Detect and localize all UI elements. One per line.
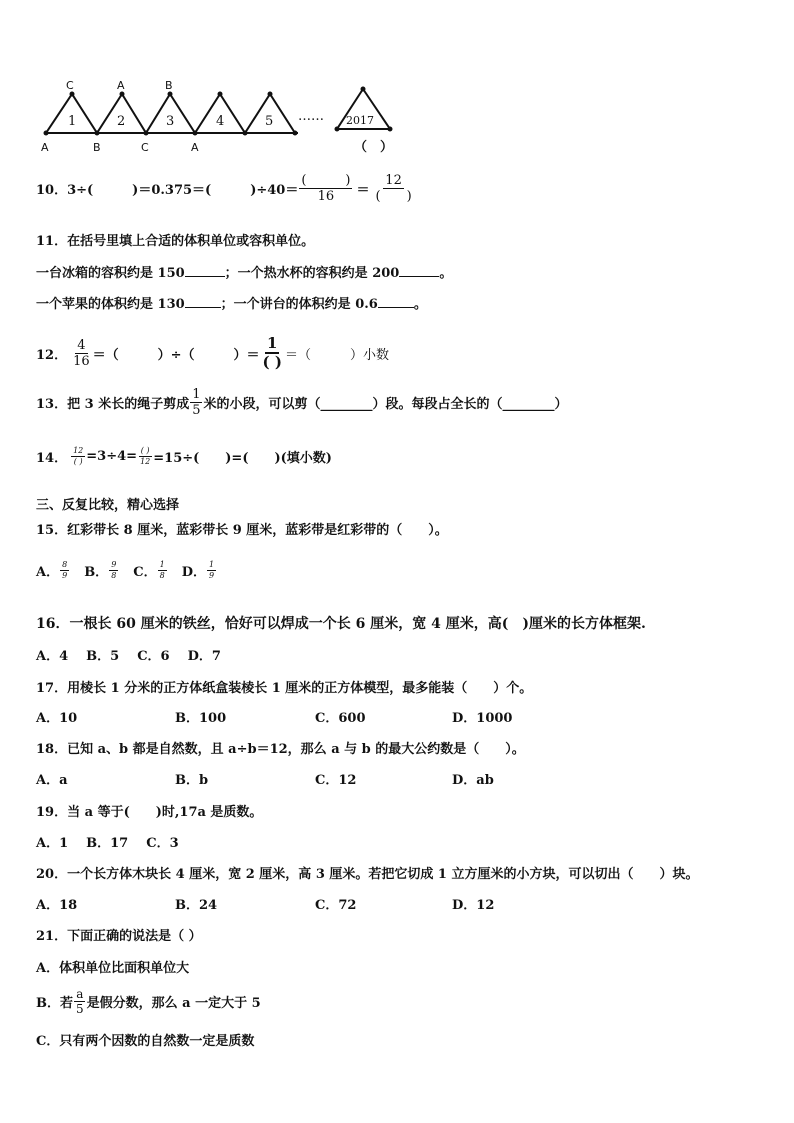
- vertex-label: A: [41, 141, 49, 154]
- question-number: 16．: [36, 616, 70, 632]
- text: 。: [439, 266, 453, 281]
- option-b[interactable]: [84, 561, 119, 580]
- triangle-number-2017: 2017: [346, 114, 374, 127]
- equals-sign: ＝: [356, 183, 370, 198]
- text: ；一个热水杯的容积约是 200: [224, 266, 400, 281]
- answer-blank: [399, 264, 439, 277]
- triangle-number: 2: [117, 114, 126, 129]
- q15-options: [36, 561, 217, 580]
- question-text: 一根长 60 厘米的铁丝，恰好可以焊成一个长 6 厘米，宽 4 厘米，高( )厘米的长方体框架.: [69, 616, 646, 632]
- question-text: 米的小段，可以剪（________）段。每段占全长的（________）: [203, 397, 568, 412]
- option-label: C．: [133, 565, 157, 580]
- fraction-denominator: 8: [111, 571, 117, 580]
- fraction-denominator: 12: [140, 457, 151, 466]
- option-c[interactable]: C．只有两个因数的自然数一定是质数: [36, 1034, 255, 1049]
- question-text: 一个长方体木块长 4 厘米，宽 2 厘米，高 3 厘米。若把它切成 1 立方厘米的小方块，可以切出（ ）块。: [67, 867, 699, 882]
- text: 一台冰箱的容积约是 150: [36, 266, 185, 281]
- q11-line-2: [36, 293, 427, 312]
- fraction: [60, 561, 69, 580]
- question-19: [36, 801, 262, 820]
- question-text: =3÷4=: [86, 449, 138, 464]
- fraction-numerator: 1: [209, 560, 215, 569]
- question-text: 当 a 等于( )时,17a 是质数。: [67, 805, 263, 820]
- fraction: [261, 336, 284, 370]
- text: 。: [413, 297, 427, 312]
- option-a[interactable]: A．1: [36, 836, 69, 851]
- q19-options: [36, 832, 179, 851]
- option-c[interactable]: C．600: [315, 711, 366, 726]
- fraction-numerator: 8: [62, 560, 68, 569]
- option-d[interactable]: D．1000: [452, 711, 513, 726]
- fraction-numerator: 4: [77, 337, 86, 353]
- vertex-label: B: [165, 79, 173, 92]
- triangle-number: 3: [166, 114, 175, 129]
- question-number: 13．: [36, 397, 68, 412]
- fraction-numerator: 12: [73, 446, 84, 455]
- option-c[interactable]: C．72: [315, 898, 357, 913]
- fraction: [207, 561, 216, 580]
- section-heading: 三、反复比较，精心选择: [36, 498, 180, 513]
- option-a[interactable]: [36, 561, 70, 580]
- fraction: [374, 174, 414, 203]
- question-14: [36, 447, 332, 466]
- fraction-numerator: ( ): [140, 446, 150, 455]
- option-a[interactable]: A．18: [36, 898, 78, 913]
- vertex-label: C: [66, 79, 74, 92]
- option-b[interactable]: B．17: [86, 836, 129, 851]
- option-b[interactable]: B．100: [175, 711, 227, 726]
- fraction-numerator: 1: [159, 560, 165, 569]
- option-c[interactable]: [133, 561, 167, 580]
- triangle-number: 5: [265, 114, 274, 129]
- fraction: [138, 447, 152, 466]
- question-number: 19．: [36, 805, 68, 820]
- question-13: [36, 388, 568, 417]
- question-text: 3÷( )＝0.375＝( )÷40＝: [67, 183, 299, 198]
- fraction-numerator: 12: [385, 173, 402, 188]
- question-text: 用棱长 1 分米的正方体纸盒装棱长 1 厘米的正方体模型，最多能装（ ）个。: [67, 681, 533, 696]
- question-text: 在括号里填上合适的体积单位或容积单位。: [67, 234, 315, 249]
- fraction-denominator: ( ): [73, 457, 83, 466]
- question-number: 10．: [36, 183, 68, 198]
- fraction: [109, 561, 118, 580]
- question-number: 14．: [36, 451, 68, 466]
- option-c[interactable]: C．6: [137, 649, 170, 664]
- text: ；一个讲台的体积约是 0.6: [220, 297, 378, 312]
- fraction-denominator: 9: [62, 571, 68, 580]
- text: 一个苹果的体积约是 130: [36, 297, 185, 312]
- option-c[interactable]: C．3: [146, 836, 179, 851]
- fraction: [71, 447, 85, 466]
- vertex-label: C: [141, 141, 149, 154]
- question-text: 下面正确的说法是（ ）: [67, 929, 202, 944]
- question-20: [36, 863, 698, 882]
- option-b[interactable]: B．5: [86, 649, 120, 664]
- fraction: [299, 174, 352, 203]
- option-label: D．: [181, 565, 207, 580]
- vertex-label: B: [93, 141, 101, 154]
- question-16: [36, 613, 646, 633]
- fraction-denominator: 9: [209, 571, 215, 580]
- option-a[interactable]: A．a: [36, 773, 68, 788]
- question-text: 把 3 米长的绳子剪成: [67, 397, 190, 412]
- triangle-number: 1: [68, 114, 77, 129]
- question-18: [36, 738, 525, 757]
- answer-blank: [378, 295, 414, 308]
- option-d[interactable]: D．7: [187, 649, 221, 664]
- option-label: A．: [36, 565, 60, 580]
- option-text: 是假分数，那么 a 一定大于 5: [86, 996, 261, 1011]
- question-number: 17．: [36, 681, 68, 696]
- question-text: 红彩带长 8 厘米，蓝彩带长 9 厘米，蓝彩带是红彩带的（ ）。: [67, 523, 448, 538]
- fraction-denominator: 5: [76, 1002, 84, 1016]
- fraction-numerator: 9: [111, 560, 117, 569]
- fraction: [190, 388, 202, 417]
- vertex-label: A: [117, 79, 125, 92]
- fraction: [71, 339, 92, 368]
- fraction-denominator: 5: [192, 403, 201, 418]
- fraction-denominator: 16: [73, 353, 90, 369]
- option-a[interactable]: A．10: [36, 711, 78, 726]
- question-number: 12．: [36, 347, 68, 363]
- ellipsis: ……: [298, 109, 324, 124]
- question-17: [36, 677, 532, 696]
- answer-blank: [185, 264, 225, 277]
- option-d[interactable]: D．12: [452, 898, 495, 913]
- question-number: 15．: [36, 523, 68, 538]
- option-b[interactable]: B．24: [175, 898, 218, 913]
- question-text: ＝（ ）÷（ ）＝: [92, 347, 260, 363]
- question-15: [36, 519, 448, 538]
- answer-blank: [185, 295, 221, 308]
- fraction-numerator: 1: [267, 334, 278, 352]
- option-b[interactable]: [36, 988, 261, 1015]
- question-number: 21．: [36, 929, 68, 944]
- question-text: 已知 a、b 都是自然数，且 a÷b＝12，那么 a 与 b 的最大公约数是（ ）。: [67, 742, 525, 757]
- fraction-denominator: ( ): [375, 189, 412, 204]
- option-a[interactable]: A．4: [36, 649, 69, 664]
- option-d[interactable]: D．ab: [452, 773, 494, 788]
- question-10: [36, 174, 415, 203]
- question-number: 18．: [36, 742, 68, 757]
- fraction-numerator: ( ): [301, 173, 351, 188]
- vertex-label: A: [191, 141, 199, 154]
- option-c[interactable]: C．12: [315, 773, 357, 788]
- question-text: ＝（ ）小数: [284, 347, 389, 363]
- answer-blank: （ ）: [354, 140, 394, 155]
- fraction-denominator: 16: [317, 189, 335, 204]
- fraction-denominator: ( ): [262, 353, 282, 371]
- question-12: [36, 336, 389, 370]
- fraction: [74, 988, 86, 1015]
- question-text: =15÷( )=( )(填小数): [153, 451, 332, 466]
- option-text: B．若: [36, 996, 73, 1011]
- question-number: 11．: [36, 234, 68, 249]
- option-d[interactable]: [182, 561, 217, 580]
- question-21: [36, 925, 202, 944]
- fraction-numerator: 1: [192, 387, 201, 402]
- question-number: 20．: [36, 867, 68, 882]
- q11-line-1: [36, 262, 452, 281]
- triangle-number: 4: [216, 114, 225, 129]
- q16-options: [36, 645, 221, 664]
- option-label: B．: [84, 565, 109, 580]
- question-11: [36, 230, 314, 249]
- fraction-denominator: 8: [159, 571, 165, 580]
- fraction: [158, 561, 167, 580]
- option-b[interactable]: B．b: [175, 773, 209, 788]
- fraction-numerator: a: [76, 987, 84, 1001]
- option-a[interactable]: A．体积单位比面积单位大: [36, 961, 190, 976]
